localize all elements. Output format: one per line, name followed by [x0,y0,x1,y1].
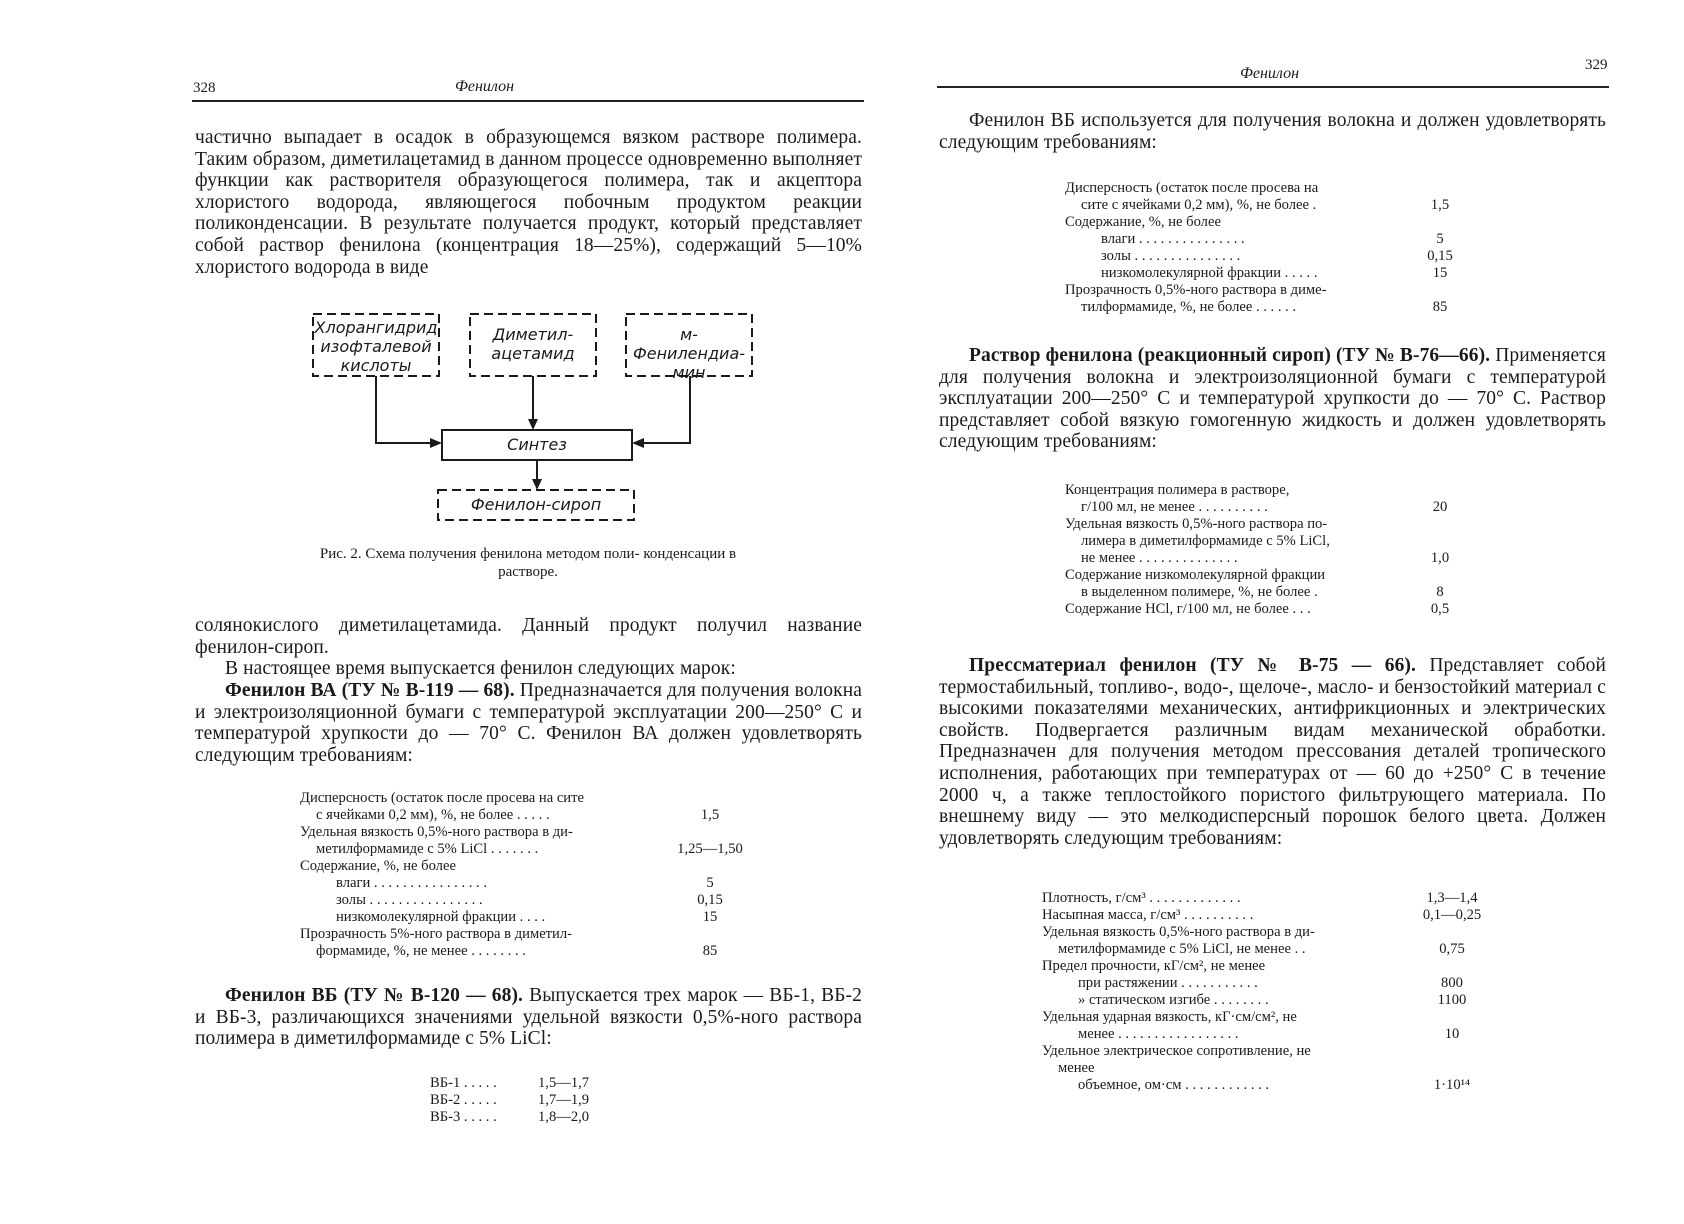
va-row-label: Удельная вязкость 0,5%-ного раствора в ди- [300,824,573,840]
vb-grade-label: ВБ-3 . . . . . [430,1109,497,1125]
paragraph-intro: частично выпадает в осадок в образующемся вязком растворе полимера. Таким образом, диметилацетамид в данном процессе одновременно выполняет функции как растворителя образующегося полимера, так и акцептора хлористого водорода, являющегося побочным продуктом реакции поликонденсации. В результате получается продукт, который представляет собой раствор фенилона (концентрация 18—25%), содержащий 5—10% хлористого водорода в виде [195,127,862,278]
syrup-req-value: 1,0 [1430,550,1450,566]
header-rule [192,100,864,102]
vb-grade-value: 1,8—2,0 [538,1109,590,1125]
syrup-req-label: Удельная вязкость 0,5%-ного раствора по- [1065,516,1328,532]
vb-req-label: Дисперсность (остаток после просева на [1065,180,1319,196]
syrup-req-label: не менее . . . . . . . . . . . . . . [1081,550,1238,566]
va-row-label: метилформамиде с 5% LiCl . . . . . . . [316,841,539,857]
syrup-req-label: Содержание низкомолекулярной фракции [1065,567,1326,583]
box-synthesis: Синтез [507,435,567,454]
paragraph-va [195,680,862,766]
syrup-req-label: лимера в диметилформамиде с 5% LiCl, [1081,533,1330,549]
vb-grade-value: 1,5—1,7 [538,1075,590,1091]
box-isophthaloyl-chloride: Хлорангидрид изофталевой кислоты [314,318,438,375]
vb-req-label: низкомолекулярной фракции . . . . . [1101,265,1318,281]
press-req-label: Плотность, г/см³ . . . . . . . . . . . . . [1042,890,1241,906]
syrup-req-label: г/100 мл, не менее . . . . . . . . . . [1081,499,1268,515]
syrup-req-label: Содержание HCl, г/100 мл, не более . . . [1065,601,1311,617]
page-number: 328 [193,80,216,96]
vb-req-value: 1,5 [1430,197,1450,213]
vb-heading: Фенилон ВБ (ТУ № В-120 — 68). [225,985,524,1006]
press-req-label: Удельное электрическое сопротивление, не [1042,1043,1311,1059]
vb-req-value: 15 [1432,265,1448,281]
va-text: Предназначается для получения волокна и электроизоляционной бумаги с температурой эксплуатации 200—250° С и температурой хрупкости до — 70° С. Фенилон ВА должен удовлетворять следующим требованиям: [195,680,862,766]
va-row-label: Прозрачность 5%-ного раствора в диметил- [300,926,573,942]
press-req-label: метилформамиде с 5% LiCl, не менее . . [1058,941,1306,957]
vb-grade-label: ВБ-1 . . . . . [430,1075,497,1091]
scheme-diagram [300,300,760,530]
va-row-label: с ячейками 0,2 мм), %, не более . . . . . [316,807,550,823]
press-req-label: при растяжении . . . . . . . . . . . [1078,975,1258,991]
vb-text: Выпускается трех марок — ВБ-1, ВБ-2 и ВБ-3, различающихся значениями удельной вязкости 0,5%-ного раствора полимера в диметилформамиде с 5% LiCl: [195,985,862,1050]
syrup-requirements-table [1065,482,1545,618]
box-phenylenediamine: м-Фенилендиа- мин [632,325,746,382]
press-req-label: Предел прочности, кГ/см², не менее [1042,958,1266,974]
paragraph-vb-use: Фенилон ВБ используется для получения волокна и должен удовлетворять следующим требованиям: [939,110,1606,153]
press-req-value: 0,75 [1439,941,1465,957]
figure-caption: Рис. 2. Схема получения фенилона методом поли- конденсации в растворе. [319,546,737,580]
right-page [930,0,1684,1224]
press-req-value: 1·10¹⁴ [1433,1077,1471,1093]
header-rule [937,86,1609,88]
paragraph-vb [195,985,862,1050]
va-row-value: 85 [702,943,718,959]
vb-req-label: золы . . . . . . . . . . . . . . . [1101,248,1241,264]
va-requirements-table [300,790,780,960]
syrup-req-label: в выделенном полимере, %, не более . [1081,584,1318,600]
press-req-value: 1100 [1437,992,1467,1008]
press-heading: Прессматериал фенилон (ТУ № В-75 — 66). [969,655,1416,676]
vb-requirements-table [1065,180,1545,316]
vb-req-label: тилформамиде, %, не более . . . . . . [1081,299,1297,315]
box-phenylon-syrup: Фенилон-сироп [470,495,602,514]
va-row-label: низкомолекулярной фракции . . . . [336,909,546,925]
va-row-value: 0,15 [697,892,723,908]
press-requirements-table [1042,890,1542,1094]
press-text: Представляет собой термостабильный, топливо-, водо-, щелоче-, масло- и бензостойкий материал с высокими показателями механических, антифрикционных и электрических свойств. Подвергается различным видам механической обработки. Предназначен для получения методом прессования деталей тропического исполнения, работающих при температурах от — 60 до +250° С в течение 2000 ч, а также теплостойкого пористого фильтрующего материала. По внешнему виду — это мелкодисперсный порошок белого цвета. Должен удовлетворять следующим требованиям: [939,655,1606,849]
press-req-label: объемное, ом·см . . . . . . . . . . . . [1078,1077,1270,1093]
syrup-req-value: 8 [1436,584,1444,600]
vb-grades-table [430,1075,660,1126]
syrup-req-value: 20 [1432,499,1448,515]
va-row-value: 15 [702,909,718,925]
vb-req-value: 85 [1432,299,1448,315]
vb-grade-label: ВБ-2 . . . . . [430,1092,497,1108]
va-row-label: формамиде, %, не менее . . . . . . . . [316,943,526,959]
press-req-value: 1,3—1,4 [1426,890,1478,906]
press-req-label: Удельная ударная вязкость, кГ·см/см², не [1042,1009,1297,1025]
running-title: Фенилон [1240,65,1300,82]
va-row-value: 1,5 [700,807,720,823]
vb-req-label: влаги . . . . . . . . . . . . . . . [1101,231,1245,247]
paragraph-syrup-name: солянокислого диметилацетамида. Данный продукт получил название фенилон-сироп. [195,615,862,658]
syrup-req-label: Концентрация полимера в растворе, [1065,482,1290,498]
vb-grade-value: 1,7—1,9 [538,1092,590,1108]
syrup-req-value: 0,5 [1430,601,1450,617]
press-req-value: 0,1—0,25 [1422,907,1482,923]
press-req-label: менее [1058,1060,1095,1076]
syrup-text: Применяется для получения волокна и электроизоляционной бумаги с температурой эксплуатации 200—250° С и температурой хрупкости до — 70° С. Раствор представляет собой вязкую гомогенную жидкость и должен удовлетворять следующим требованиям: [939,345,1606,453]
va-row-label: золы . . . . . . . . . . . . . . . . [336,892,483,908]
vb-req-value: 0,15 [1427,248,1453,264]
vb-req-value: 5 [1436,231,1444,247]
press-req-value: 10 [1444,1026,1460,1042]
press-req-label: менее . . . . . . . . . . . . . . . . . [1078,1026,1239,1042]
vb-req-label: Содержание, %, не более [1065,214,1221,230]
va-row-value: 5 [706,875,714,891]
vb-req-label: сите с ячейками 0,2 мм), %, не более . [1081,197,1317,213]
paragraph-syrup [939,345,1606,453]
va-row-label: Дисперсность (остаток после просева на сите [300,790,584,806]
paragraph-press [939,655,1606,849]
syrup-heading: Раствор фенилона (реакционный сироп) (ТУ № В-76—66). [969,345,1491,366]
paragraph-grades: В настоящее время выпускается фенилон следующих марок: [225,658,736,679]
press-req-label: Удельная вязкость 0,5%-ного раствора в ди- [1042,924,1315,940]
press-req-label: » статическом изгибе . . . . . . . . [1078,992,1269,1008]
va-row-label: влаги . . . . . . . . . . . . . . . . [336,875,488,891]
va-row-value: 1,25—1,50 [677,841,743,857]
page-number: 329 [1585,57,1608,73]
va-row-label: Содержание, %, не более [300,858,456,874]
box-dimethylacetamide: Диметил- ацетамид [491,325,575,363]
vb-req-label: Прозрачность 0,5%-ного раствора в диме- [1065,282,1327,298]
press-req-value: 800 [1441,975,1463,991]
va-heading: Фенилон ВА (ТУ № В-119 — 68). [225,680,515,701]
press-req-label: Насыпная масса, г/см³ . . . . . . . . . . [1042,907,1254,923]
running-title: Фенилон [455,78,515,95]
